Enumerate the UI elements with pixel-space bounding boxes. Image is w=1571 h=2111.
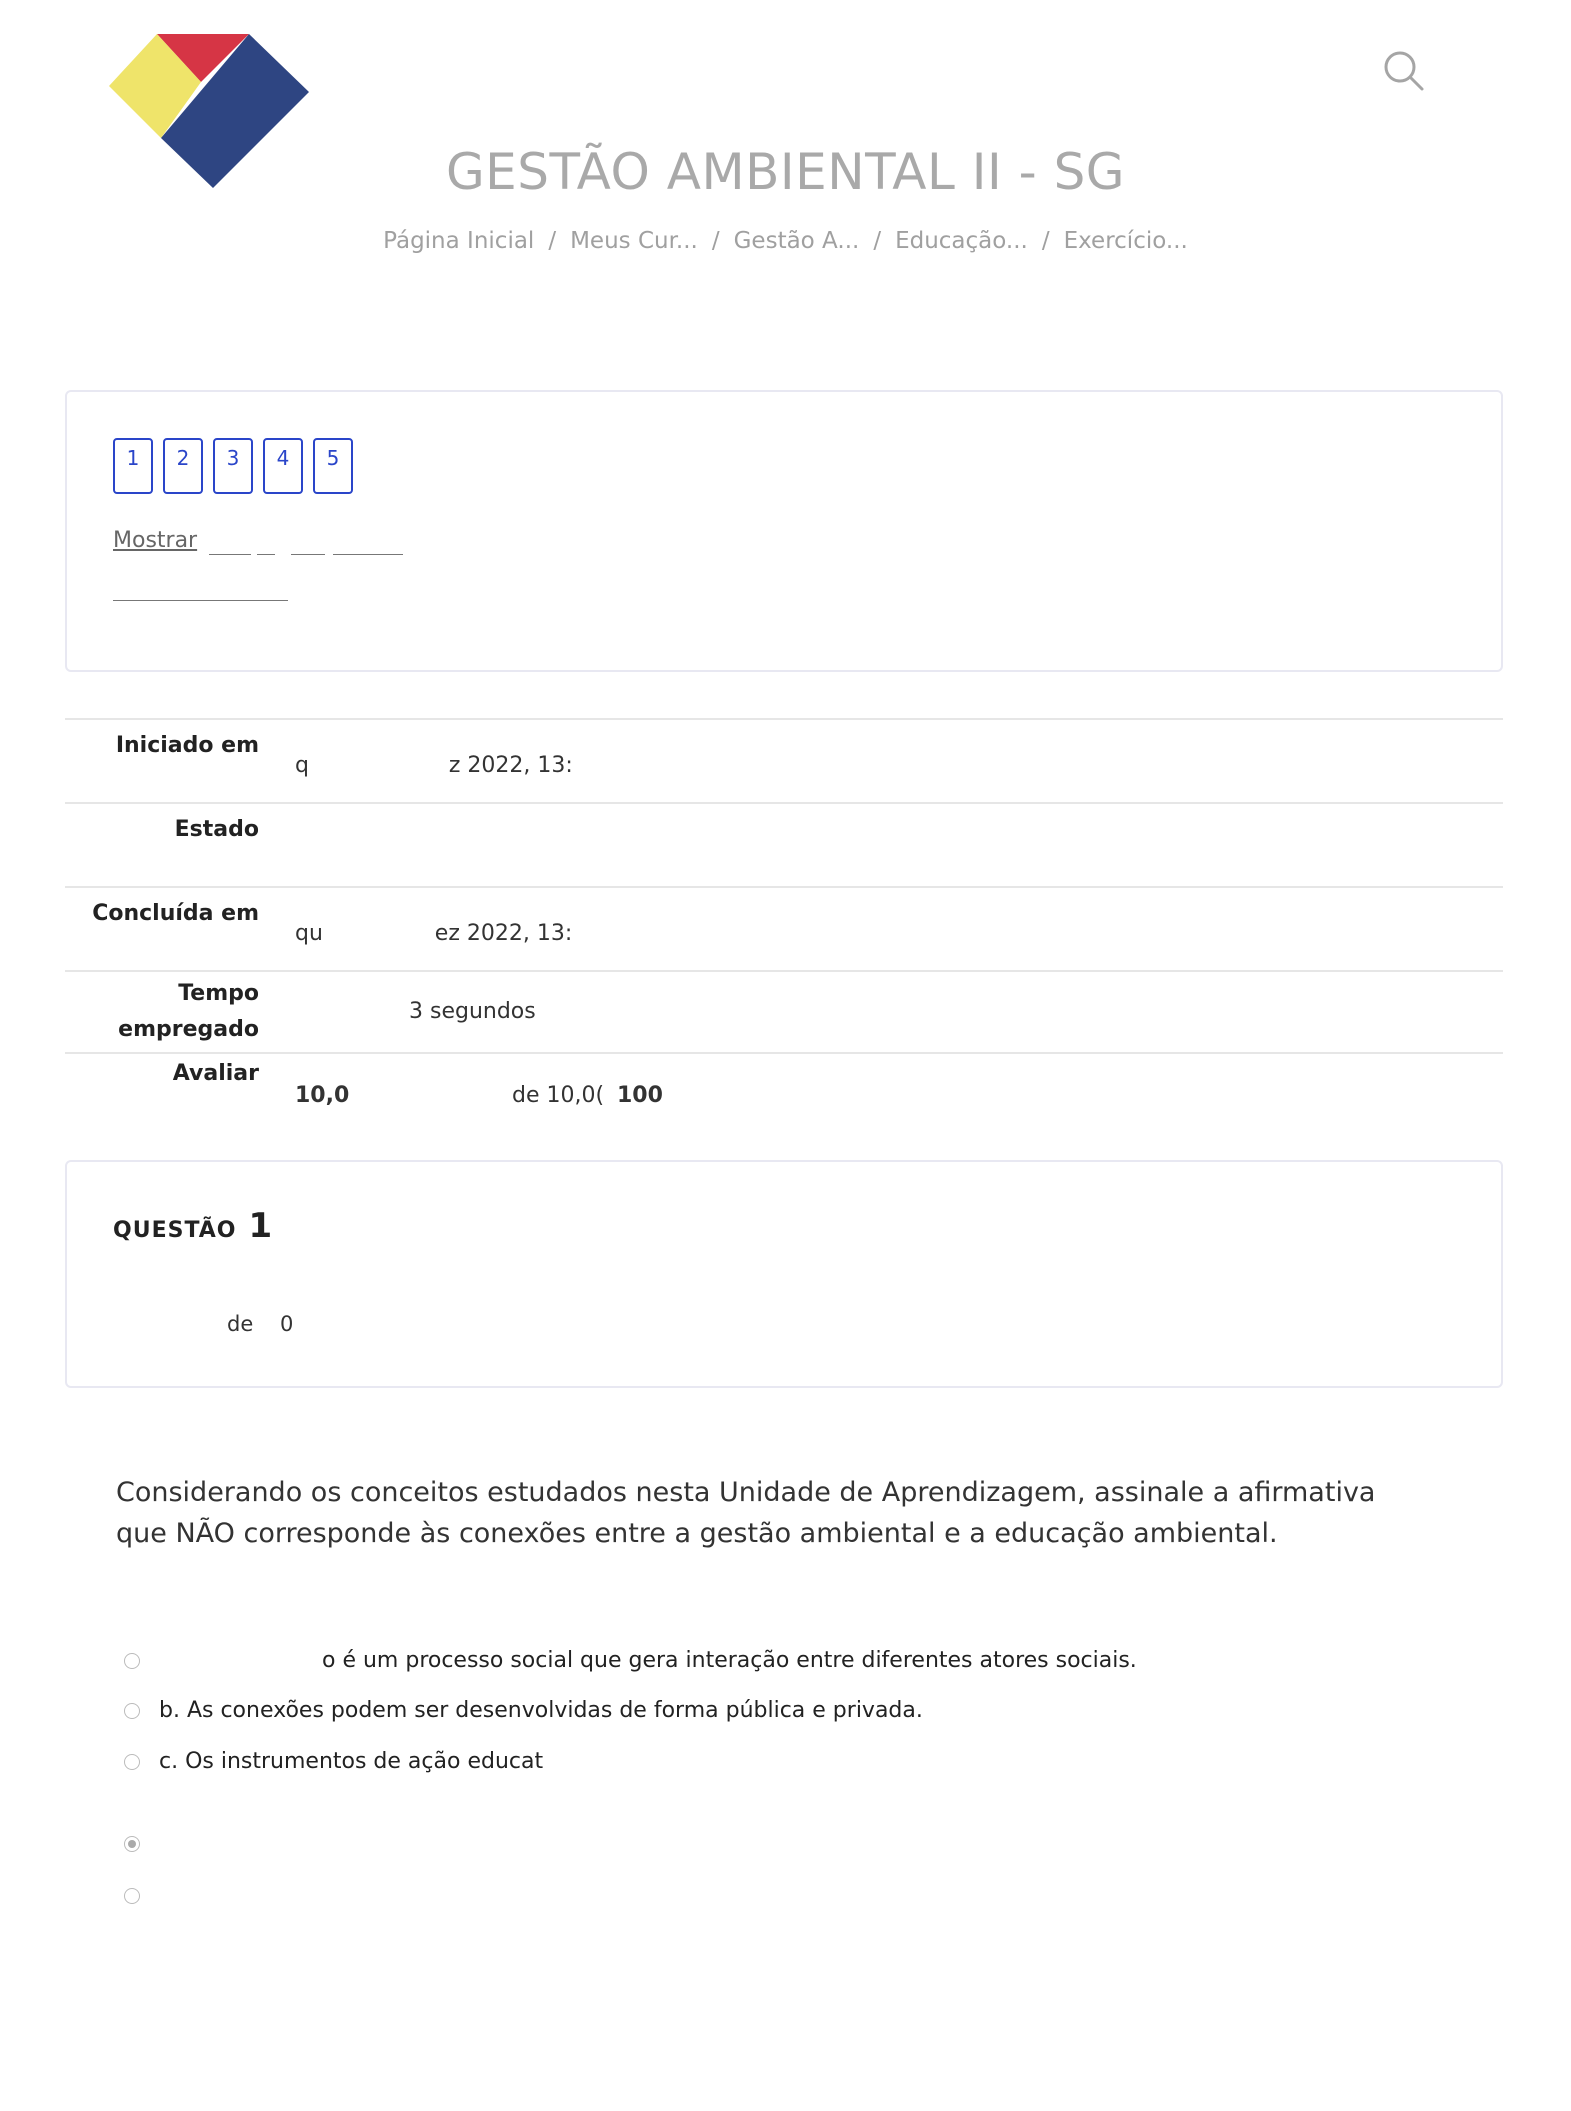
breadcrumb: [0, 228, 1571, 254]
question-info-card: [65, 1160, 1503, 1388]
radio-button[interactable]: [124, 1754, 140, 1770]
question-nav-button-1[interactable]: 1: [113, 438, 153, 494]
question-label: QUESTÃO: [113, 1218, 237, 1243]
answer-option-a[interactable]: [124, 1648, 1137, 1673]
show-link[interactable]: Mostrar: [113, 528, 198, 553]
radio-button[interactable]: [124, 1888, 140, 1904]
answer-option-text: b. As conexões podem ser desenvolvidas de forma pública e privada.: [159, 1698, 923, 1723]
summary-row-started: [65, 718, 1503, 802]
page-title: GESTÃO AMBIENTAL II - SG: [445, 143, 1126, 201]
question-header: [113, 1206, 272, 1246]
link-underline: [291, 554, 325, 555]
answer-option-c[interactable]: [124, 1749, 543, 1774]
summary-row-completed: [65, 886, 1503, 970]
breadcrumb-item-section[interactable]: Educação...: [895, 228, 1028, 254]
breadcrumb-item-current: Exercício...: [1063, 228, 1188, 254]
question-prompt: Considerando os conceitos estudados nesta Unidade de Aprendizagem, assinale a afirmativa que NÃO corresponde às conexões entre a gestão ambiental e a educação ambiental.: [116, 1477, 1376, 1549]
question-number: 1: [248, 1206, 273, 1246]
link-underline: [333, 554, 403, 555]
question-nav-button-5[interactable]: 5: [313, 438, 353, 494]
breadcrumb-separator: /: [548, 228, 557, 254]
summary-value: q z 2022, 13:: [295, 753, 573, 778]
question-mark: de 0: [227, 1312, 294, 1336]
radio-button[interactable]: [124, 1703, 140, 1719]
summary-row-state: [65, 802, 1503, 886]
question-nav-button-2[interactable]: 2: [163, 438, 203, 494]
grade-percent: 100: [617, 1083, 663, 1108]
breadcrumb-item-course[interactable]: Gestão A...: [733, 228, 860, 254]
summary-row-time: [65, 970, 1503, 1052]
summary-label: Concluída em: [92, 901, 259, 926]
link-underline: [113, 600, 288, 601]
grade-value: 10,0: [295, 1083, 350, 1108]
summary-value: qu ez 2022, 13:: [295, 921, 573, 946]
summary-value: 3 segundos: [409, 999, 536, 1024]
answer-option-d[interactable]: [124, 1836, 159, 1852]
answer-option-b[interactable]: [124, 1698, 923, 1723]
breadcrumb-item-home[interactable]: Página Inicial: [383, 228, 535, 254]
link-underline: [209, 554, 251, 555]
attempt-summary: [65, 718, 1503, 1136]
summary-label: Estado: [174, 817, 259, 842]
answer-option-e[interactable]: [124, 1888, 159, 1904]
radio-button-checked[interactable]: [124, 1836, 140, 1852]
radio-button[interactable]: [124, 1653, 140, 1669]
grade-total: de 10,0(: [512, 1083, 605, 1108]
question-nav: [113, 438, 353, 494]
question-nav-button-3[interactable]: 3: [213, 438, 253, 494]
answer-option-text: o é um processo social que gera interação entre diferentes atores sociais.: [322, 1648, 1137, 1673]
breadcrumb-separator: /: [1041, 228, 1050, 254]
summary-label: Tempo empregado: [118, 981, 259, 1042]
breadcrumb-item-my-courses[interactable]: Meus Cur...: [570, 228, 698, 254]
answer-option-text: c. Os instrumentos de ação educat: [159, 1749, 544, 1774]
link-underline: [257, 554, 275, 555]
breadcrumb-separator: /: [711, 228, 720, 254]
summary-label: Avaliar: [172, 1061, 259, 1086]
summary-label: Iniciado em: [115, 733, 259, 758]
search-icon[interactable]: [1378, 45, 1428, 95]
breadcrumb-separator: /: [873, 228, 882, 254]
summary-row-grade: [65, 1052, 1503, 1136]
quiz-navigation-card: [65, 390, 1503, 672]
question-nav-button-4[interactable]: 4: [263, 438, 303, 494]
